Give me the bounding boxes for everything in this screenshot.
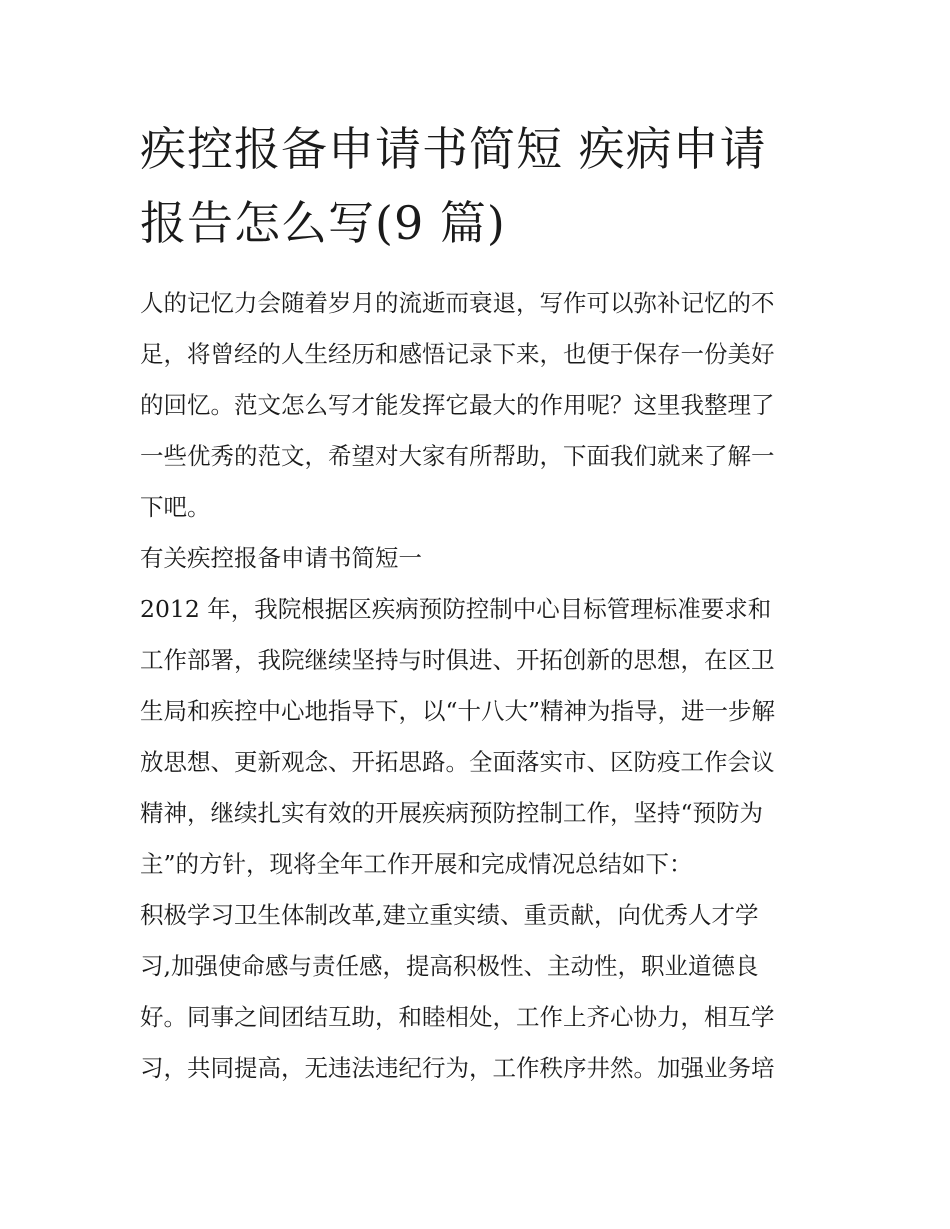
body-line: 习,加强使命感与责任感，提高积极性、主动性，职业道德良: [140, 952, 759, 980]
body-line: 下吧。: [140, 493, 211, 521]
body-line: 足，将曾经的人生经历和感悟记录下来，也便于保存一份美好: [140, 340, 775, 368]
body-line: 的回忆。范文怎么写才能发挥它最大的作用呢？这里我整理了: [140, 391, 775, 419]
body-line: 积极学习卫生体制改革,建立重实绩、重贡献，向优秀人才学: [140, 901, 759, 929]
body-line: 一些优秀的范文，希望对大家有所帮助，下面我们就来了解一: [140, 442, 775, 470]
body-line: 2012 年，我院根据区疾病预防控制中心目标管理标准要求和: [140, 595, 772, 623]
body-line: 精神，继续扎实有效的开展疾病预防控制工作，坚持“预防为: [140, 799, 764, 827]
section-heading: 有关疾控报备申请书简短一: [140, 544, 422, 572]
title-line: 报告怎么写(9 篇): [140, 196, 506, 250]
body-line: 放思想、更新观念、开拓思路。全面落实市、区防疫工作会议: [140, 748, 775, 776]
body-line: 好。同事之间团结互助，和睦相处，工作上齐心协力，相互学: [140, 1003, 775, 1031]
body-line: 主”的方针，现将全年工作开展和完成情况总结如下：: [140, 850, 693, 878]
document-body: [140, 278, 830, 1094]
document-title: [140, 112, 820, 260]
body-line: 工作部署，我院继续坚持与时俱进、开拓创新的思想，在区卫: [140, 646, 775, 674]
body-line: 人的记忆力会随着岁月的流逝而衰退，写作可以弥补记忆的不: [140, 289, 775, 317]
title-line: 疾控报备申请书简短 疾病申请: [140, 122, 767, 176]
body-line: 生局和疾控中心地指导下，以“十八大”精神为指导，进一步解: [140, 697, 776, 725]
body-line: 习，共同提高，无违法违纪行为，工作秩序井然。加强业务培: [140, 1054, 775, 1082]
